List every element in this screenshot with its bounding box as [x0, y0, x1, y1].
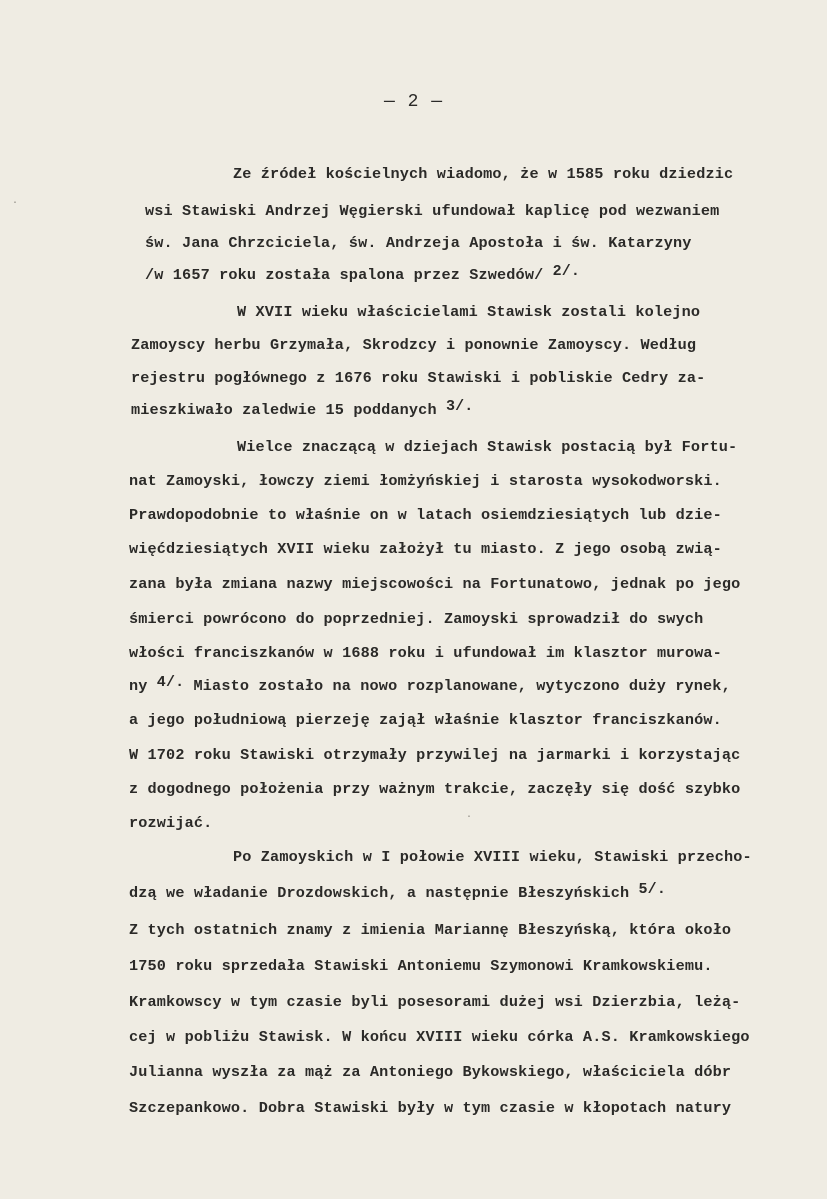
text-line: wsi Stawiski Andrzej Węgierski ufundował kaplicę pod wezwaniem	[145, 202, 720, 220]
text-line: Po Zamoyskich w I połowie XVIII wieku, Stawiski przecho-	[233, 848, 752, 866]
scan-speck: ·	[12, 198, 19, 209]
footnote-ref: 3/.	[445, 398, 474, 415]
text-line: zana była zmiana nazwy miejscowości na Fortunatowo, jednak po jego	[129, 575, 741, 593]
text-line: W XVII wieku właścicielami Stawisk zostali kolejno	[237, 303, 701, 321]
text-line: rejestru pogłównego z 1676 roku Stawiski i pobliskie Cedry za-	[131, 369, 706, 387]
text-line: Kramkowscy w tym czasie byli posesorami dużej wsi Dzierzbia, leżą-	[129, 993, 741, 1011]
text-line: mieszkiwało zaledwie 15 poddanych $^{3/.}$	[131, 398, 474, 419]
text-line: 1750 roku sprzedała Stawiski Antoniemu Szymonowi Kramkowskiemu.	[129, 957, 713, 975]
text-line: /w 1657 roku została spalona przez Szwedów/ $^{2/.}$	[145, 263, 581, 284]
text-line: Wielce znaczącą w dziejach Stawisk postacią był Fortu-	[237, 438, 738, 456]
text-line: z dogodnego położenia przy ważnym trakcie, zaczęły się dość szybko	[129, 780, 741, 798]
text-line: Prawdopodobnie to właśnie on w latach osiemdziesiątych lub dzie-	[129, 506, 722, 524]
text-line: W 1702 roku Stawiski otrzymały przywilej na jarmarki i korzystając	[129, 746, 741, 764]
text-line: Z tych ostatnich znamy z imienia Mariannę Błeszyńską, która około	[129, 921, 732, 939]
text-line: rozwijać.	[129, 814, 213, 832]
text-line: cej w pobliżu Stawisk. W końcu XVIII wieku córka A.S. Kramkowskiego	[129, 1028, 750, 1046]
text-line: Zamoyscy herbu Grzymała, Skrodzcy i ponownie Zamoyscy. Według	[131, 336, 697, 354]
text-line: św. Jana Chrzciciela, św. Andrzeja Apostoła i św. Katarzyny	[145, 234, 692, 252]
text-line: śmierci powrócono do poprzedniej. Zamoyski sprowadził do swych	[129, 610, 704, 628]
text-line: a jego południową pierzeję zajął właśnie klasztor franciszkanów.	[129, 711, 722, 729]
scan-speck: ·	[466, 812, 473, 823]
text-line: Szczepankowo. Dobra Stawiski były w tym czasie w kłopotach natury	[129, 1099, 732, 1117]
footnote-ref: 4/.	[156, 674, 185, 691]
page-number: — 2 —	[383, 92, 443, 112]
footnote-ref: 5/.	[638, 881, 666, 898]
text-line: nat Zamoyski, łowczy ziemi łomżyńskiej i starosta wysokodworski.	[129, 472, 722, 490]
text-line: włości franciszkanów w 1688 roku i ufundował im klasztor murowa-	[129, 644, 722, 662]
text-line: więćdziesiątych XVII wieku założył tu miasto. Z jego osobą zwią-	[129, 540, 722, 558]
text-line: dzą we władanie Drozdowskich, a następnie Błeszyńskich $^{5/.}$	[129, 881, 666, 902]
text-line: Ze źródeł kościelnych wiadomo, że w 1585 roku dziedzic	[233, 165, 734, 183]
text-line: Julianna wyszła za mąż za Antoniego Bykowskiego, właściciela dóbr	[129, 1063, 732, 1081]
footnote-ref: 2/.	[552, 263, 581, 280]
text-line: ny $^{4/.}$ Miasto zostało na nowo rozplanowane, wytyczono duży rynek,	[129, 674, 731, 695]
